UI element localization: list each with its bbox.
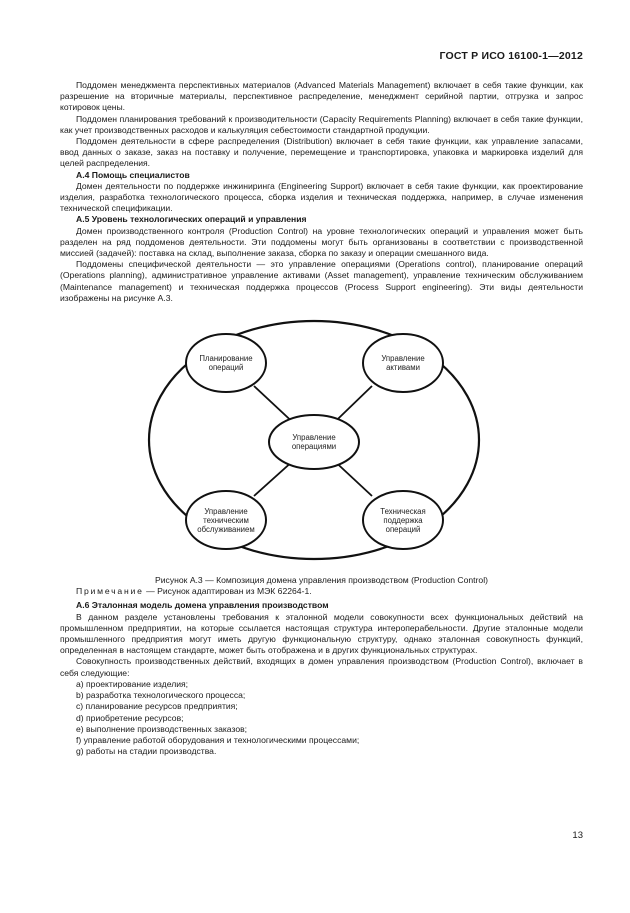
section-a4-text: Домен деятельности по поддержке инжиниринга (Engineering Support) включает в себя такие функции, как проектирование изделия, разработка технологического процесса, сборка изделия и техническая поддержка, например, в случае изменения технической спецификации. [60,180,583,214]
note-label: Примечание [76,586,144,597]
paragraph-capacity-planning: Поддомен планирования требований к производительности (Capacity Requirements Planning) включает в себя такие функции, как учет производственных расходов и калькуляция себестоимости стандартной продукции. [60,113,583,135]
section-a6-paragraph-1: В данном разделе установлены требования к эталонной модели совокупности всех функциональных действий на промышленном предприятии, на которые ссылается настоящая структура интероперабельности. Другие эталонные модели промышленного предприятия могут иметь другую функциональную структуру, однако эталонная совокупность функций, определенная в настоящем стандарте, может быть отображена и в других функциональных структурах. [60,611,583,656]
node-label-operations-control: Управление операциями [291,433,337,452]
section-a6-paragraph-2: Совокупность производственных действий, входящих в домен управления производством (Production Control), включает в себя следующие: [60,656,583,678]
production-actions-list [60,679,583,757]
list-item: e) выполнение производственных заказов; [76,723,248,734]
node-label-process-support: Техническая поддержка операций [380,506,426,534]
list-item: c) планирование ресурсов предприятия; [76,701,238,712]
list-item: g) работы на стадии производства. [76,746,217,757]
list-item: b) разработка технологического процесса; [76,690,246,701]
figure-caption: Рисунок А.3 — Композиция домена управления производством (Production Control) [155,575,488,586]
figure-a3-diagram [60,318,583,563]
section-a5-paragraph-2: Поддомены специфической деятельности — это управление операциями (Operations control), планирование операций (Operations planning), административное управление активами (Asset management), управление техническим обслуживанием (Maintenance management) и техническая поддержка процессов (Process Support engineering). Эти виды деятельности изображены на рисунке А.3. [60,259,583,303]
figure-note [60,586,583,597]
list-item: a) проектирование изделия; [76,678,189,689]
document-header: ГОСТ Р ИСО 16100-1—2012 [439,50,583,62]
section-a4-title: А.4 Помощь специалистов [76,169,190,180]
node-label-asset-management: Управление активами [381,354,425,373]
list-item: f) управление работой оборудования и технологическими процессами; [76,734,360,745]
page-number: 13 [572,830,583,841]
list-item: d) приобретение ресурсов; [76,712,184,723]
paragraph-distribution: Поддомен деятельности в сфере распределения (Distribution) включает в себя такие функции, как управление запасами, ввод данных о заказе, заказ на поставку и получение, перемещение и транспортировка, упаковка и маркировка изделий для целей распределения. [60,136,583,169]
node-label-operations-planning: Планирование операций [199,354,253,373]
node-label-maintenance: Управление техническим обслуживанием [197,506,255,534]
section-a5-title: А.5 Уровень технологических операций и управления [76,214,307,225]
section-a5-paragraph-1: Домен производственного контроля (Production Control) на уровне технологических операций и управления может быть разделен на ряд поддоменов деятельности. Эти поддомены могут быть организованы в соответствии с производственной миссией (задачей): поставка на склад, выполнение заказа, сборка по заказу и операции смешанного вида. [60,225,583,259]
note-text: — Рисунок адаптирован из МЭК 62264-1. [143,586,312,597]
page-content [60,80,583,757]
section-a6-title: А.6 Эталонная модель домена управления производством [76,600,329,611]
paragraph-advanced-materials: Поддомен менеджмента перспективных материалов (Advanced Materials Management) включает в себя такие функции, как разрешение на вторичные материалы, перспективное распределение, менеджмент серийной партии, отгрузка и запрос котировок цены. [60,80,583,113]
